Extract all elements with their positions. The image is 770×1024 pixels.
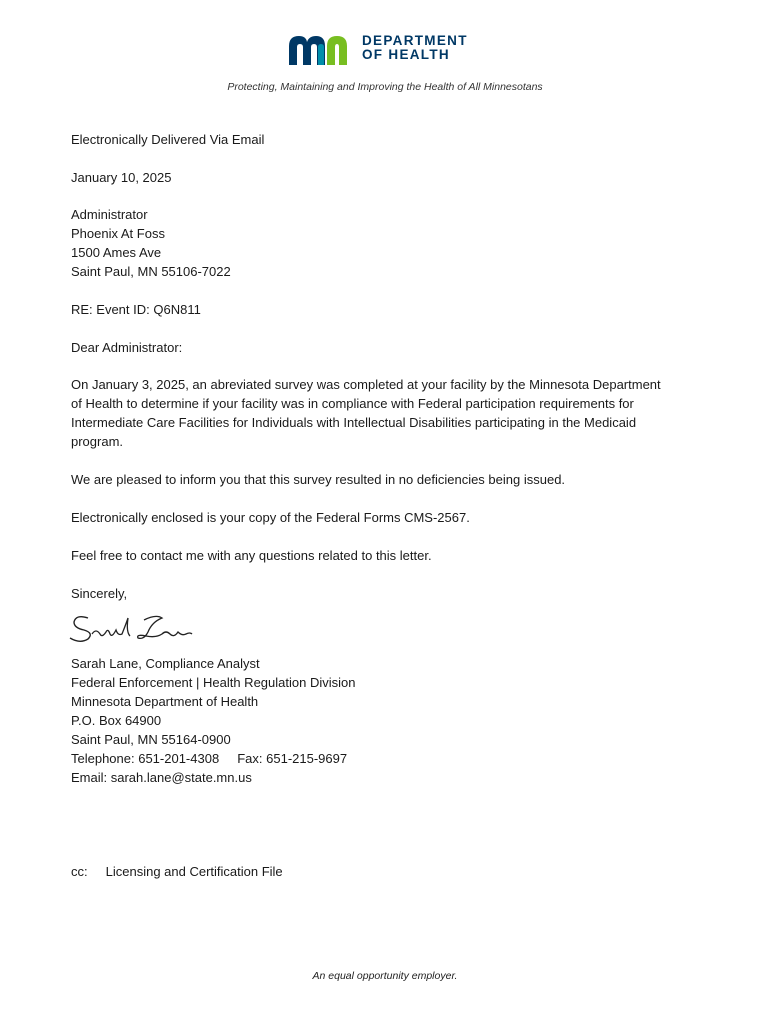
- tagline: Protecting, Maintaining and Improving the Health of All Minnesotans: [227, 81, 543, 93]
- recipient-line: Phoenix At Foss: [71, 226, 165, 241]
- cc-line: [71, 862, 711, 881]
- recipient-line: Saint Paul, MN 55106-7022: [71, 264, 231, 279]
- paragraph-enclosure: Electronically enclosed is your copy of the Federal Forms CMS-2567.: [71, 510, 470, 525]
- paragraph-line: of Health to determine if your facility was in compliance with Federal participation requirements for: [71, 396, 634, 411]
- paragraph-line: Intermediate Care Facilities for Individuals with Intellectual Disabilities participating in the Medicaid: [71, 415, 637, 430]
- signer-line: Saint Paul, MN 55164-0900: [71, 732, 231, 747]
- paragraph-line: On January 3, 2025, an abreviated survey was completed at your facility by the Minnesota Department: [71, 377, 661, 392]
- cc-value: Licensing and Certification File: [105, 864, 283, 879]
- recipient-line: 1500 Ames Ave: [71, 245, 162, 260]
- signer-email-line: Email: sarah.lane@state.mn.us: [71, 770, 252, 785]
- paragraph-survey: [71, 375, 731, 451]
- logo-line2: OF HEALTH: [362, 47, 450, 62]
- recipient-line: Administrator: [71, 207, 148, 222]
- recipient-address: [71, 205, 711, 281]
- re-line: RE: Event ID: Q6N811: [71, 302, 201, 317]
- signer-line: Federal Enforcement | Health Regulation Division: [71, 675, 356, 690]
- logo-line1: DEPARTMENT: [362, 33, 468, 48]
- paragraph-contact: Feel free to contact me with any questions related to this letter.: [71, 548, 432, 563]
- signature-image: [66, 610, 196, 646]
- letter-date: January 10, 2025: [71, 170, 172, 185]
- signer-line: Minnesota Department of Health: [71, 694, 259, 709]
- signer-line: P.O. Box 64900: [71, 713, 162, 728]
- paragraph-no-deficiencies: We are pleased to inform you that this survey resulted in no deficiencies being issued.: [71, 472, 566, 487]
- logo-wordmark: [362, 34, 468, 62]
- footer-text: An equal opportunity employer.: [312, 970, 458, 982]
- paragraph-line: program.: [71, 434, 124, 449]
- mdh-logo: [289, 33, 481, 67]
- cc-label: cc:: [71, 864, 88, 879]
- signer-block: [71, 654, 711, 787]
- salutation: Dear Administrator:: [71, 340, 183, 355]
- closing: Sincerely,: [71, 586, 128, 601]
- mn-logo-mark-icon: [289, 33, 357, 67]
- signer-phone-line: Telephone: 651-201-4308 Fax: 651-215-9697: [71, 751, 348, 766]
- signer-line: Sarah Lane, Compliance Analyst: [71, 656, 260, 671]
- delivery-method: Electronically Delivered Via Email: [71, 132, 265, 147]
